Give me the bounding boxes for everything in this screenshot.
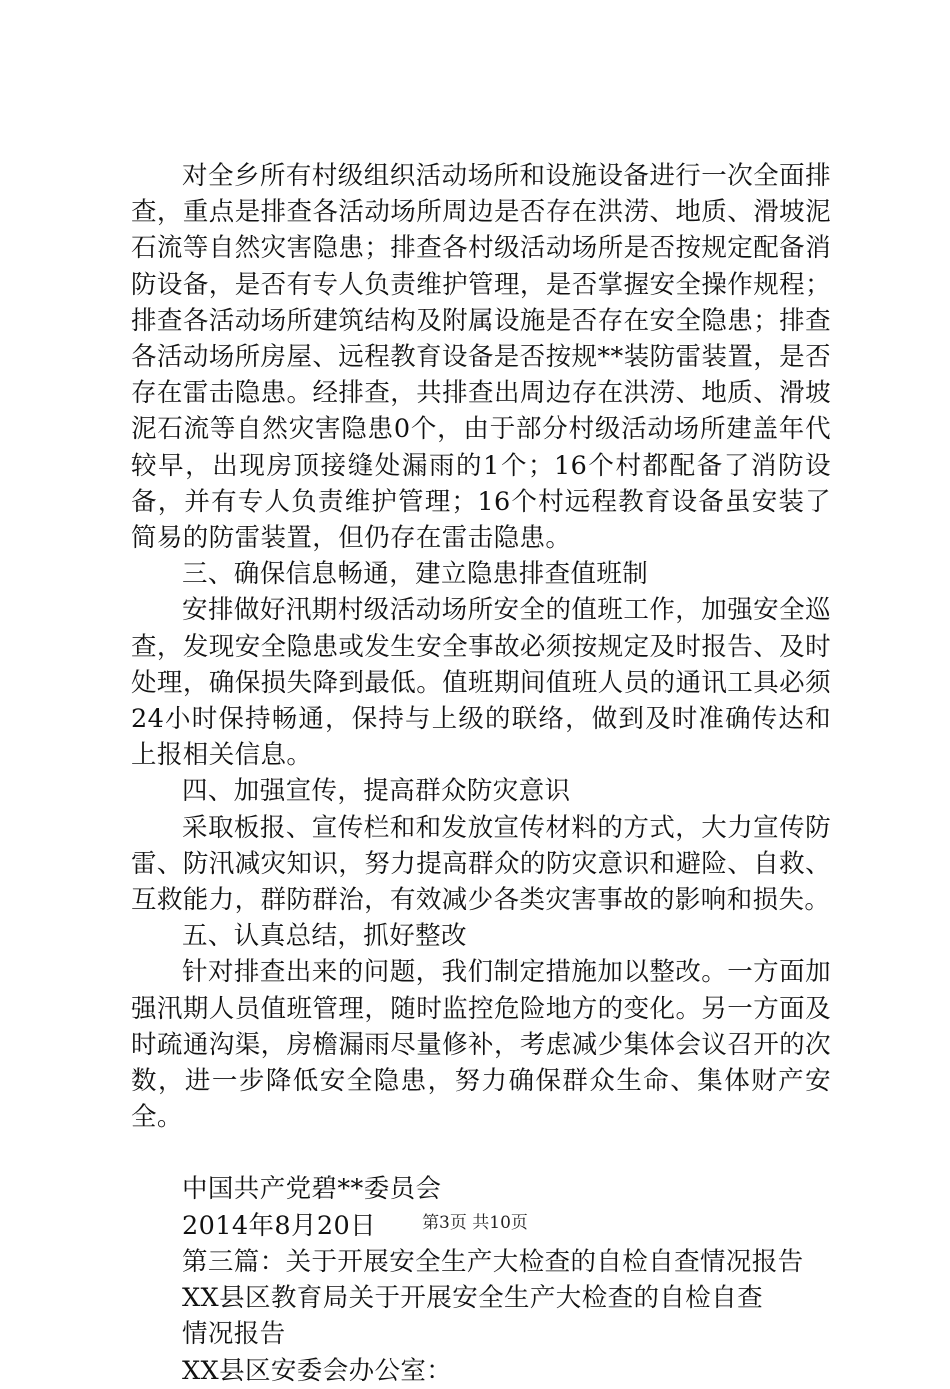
paragraph-duty-system: 安排做好汛期村级活动场所安全的值班工作，加强安全巡查，发现安全隐患或发生安全事故必须按规定及时报告、及时处理，确保损失降到最低。值班期间值班人员的通讯工具必须24小时保持畅通，保持与上级的联络，做到及时准确传达和上报相关信息。	[131, 595, 831, 771]
section-heading-4: 四、加强宣传，提高群众防灾意识	[182, 776, 571, 807]
paragraph-inspection-details: 对全乡所有村级组织活动场所和设施设备进行一次全面排查，重点是排查各活动场所周边是否存在洪涝、地质、滑坡泥石流等自然灾害隐患；排查各村级活动场所是否按规定配备消防设备，是否有专人负责维护管理，是否掌握安全操作规程；排查各活动场所建筑结构及附属设施是否存在安全隐患；排查各活动场所房屋、远程教育设备是否按规**装防雷装置，是否存在雷击隐患。经排查，共排查出周边存在洪涝、地质、滑坡泥石流等自然灾害隐患0个，由于部分村级活动场所建盖年代较早，出现房顶接缝处漏雨的1个；16个村都配备了消防设备，并有专人负责维护管理；16个村远程教育设备虽安装了简易的防雷装置，但仍存在雷击隐患。	[131, 161, 831, 554]
signature-organization: 中国共产党碧**委员会	[182, 1174, 442, 1205]
next-article-title: 第三篇：关于开展安全生产大检查的自检自查情况报告	[182, 1246, 804, 1277]
page-number-footer: 第3页 共10页	[422, 1213, 528, 1233]
report-title-line-2: 情况报告	[182, 1319, 286, 1350]
paragraph-publicity: 采取板报、宣传栏和和发放宣传材料的方式，大力宣传防雷、防汛减灾知识，努力提高群众的防灾意识和避险、自救、互救能力，群防群治，有效减少各类灾害事故的影响和损失。	[131, 812, 831, 916]
paragraph-rectification: 针对排查出来的问题，我们制定措施加以整改。一方面加强汛期人员值班管理，随时监控危险地方的变化。另一方面及时疏通沟渠，房檐漏雨尽量修补，考虑减少集体会议召开的次数，进一步降低安全隐患，努力确保群众生命、集体财产安全。	[131, 957, 831, 1133]
signature-date: 2014年8月20日	[182, 1210, 377, 1241]
report-addressee: XX县区安委会办公室：	[182, 1355, 453, 1386]
blank-line	[131, 1135, 831, 1171]
section-heading-3: 三、确保信息畅通，建立隐患排查值班制	[182, 559, 649, 590]
section-heading-5: 五、认真总结，抓好整改	[182, 921, 467, 952]
document-body	[131, 158, 831, 1389]
report-title-line-1: XX县区教育局关于开展安全生产大检查的自检自查	[182, 1283, 764, 1314]
